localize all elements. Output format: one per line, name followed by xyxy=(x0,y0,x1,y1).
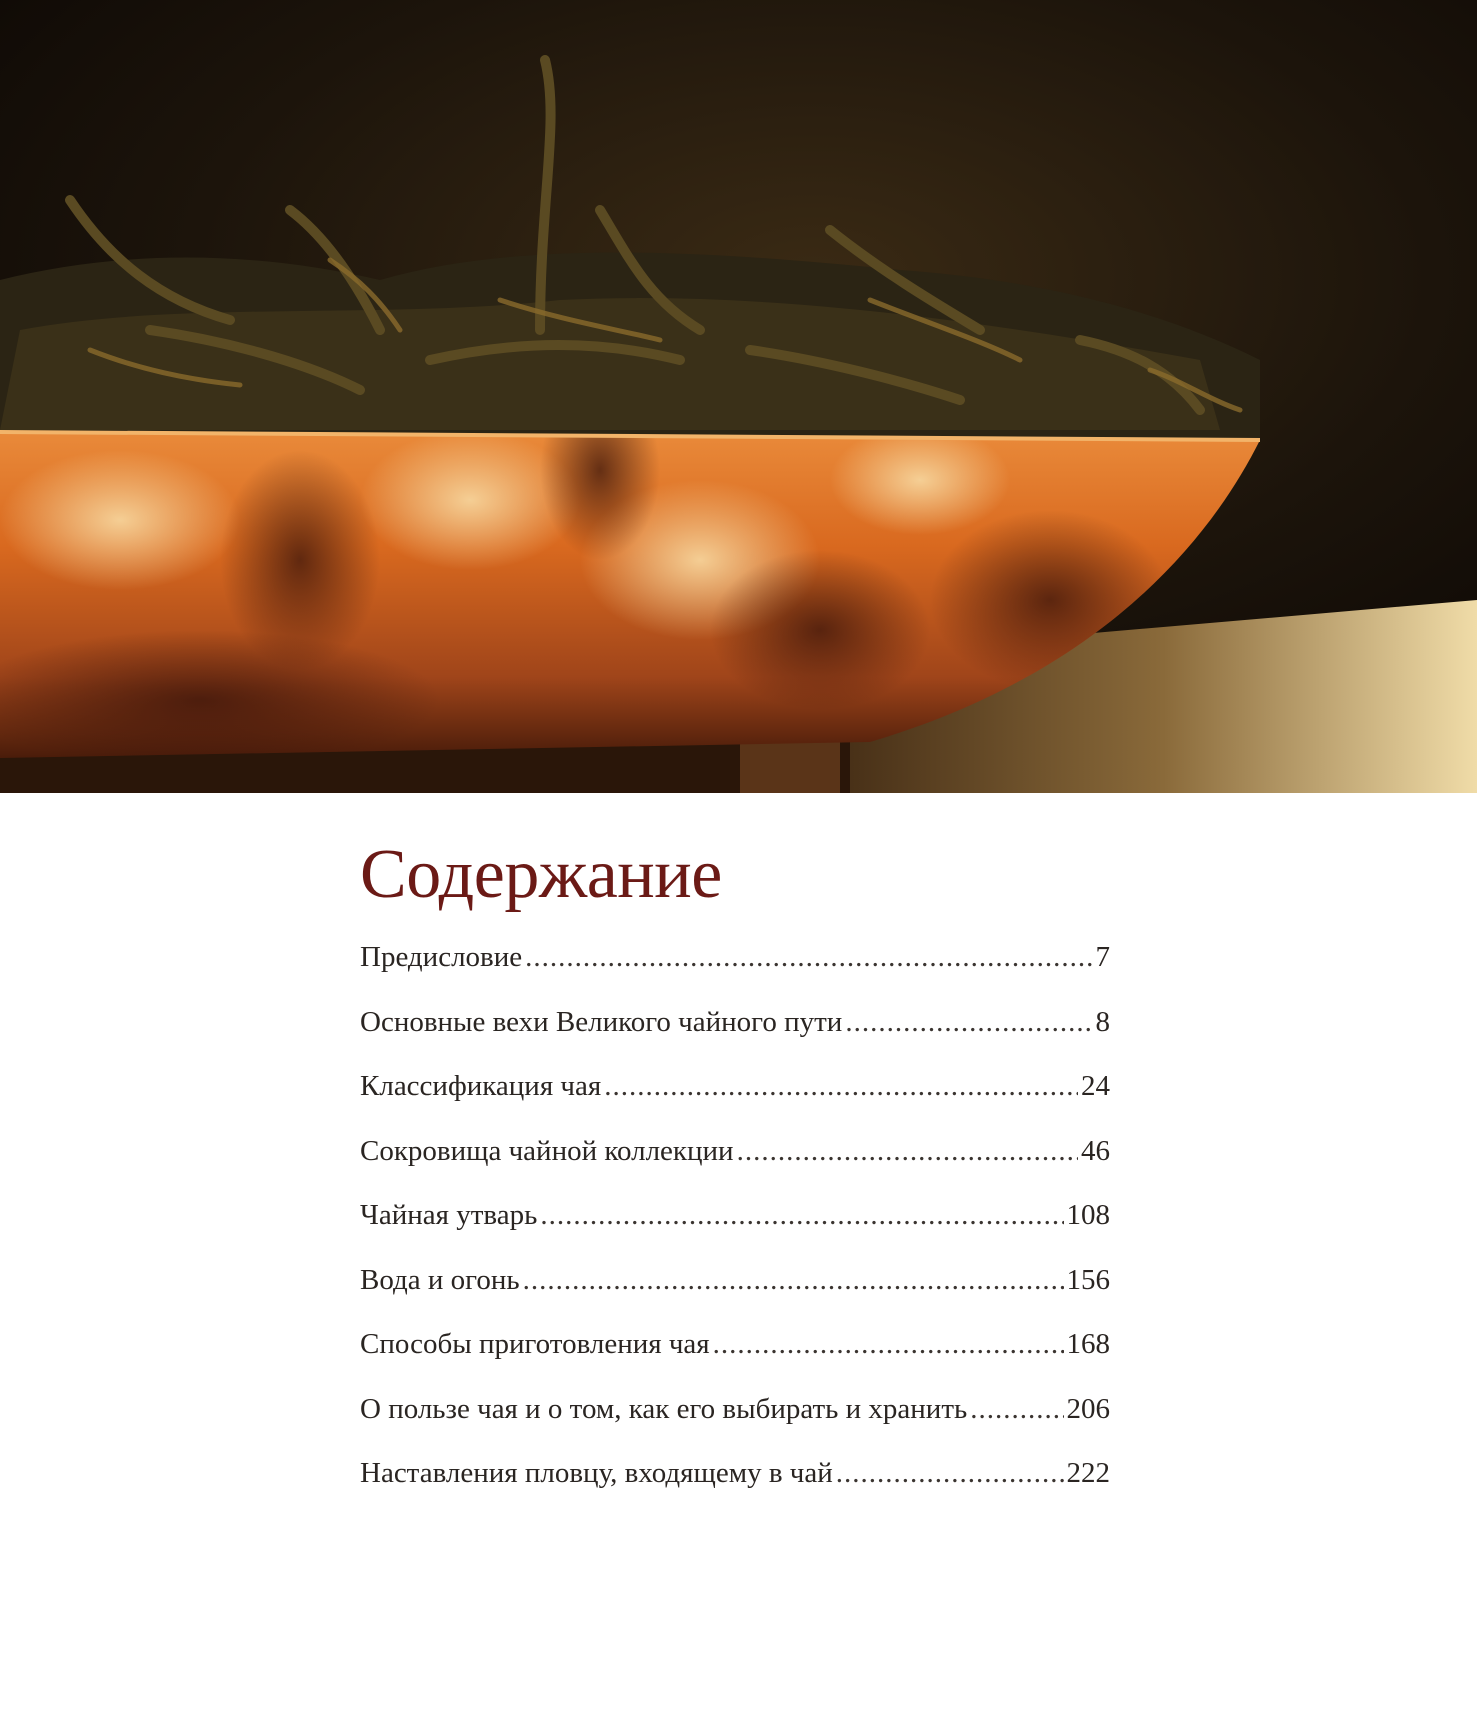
toc-entry-page: 7 xyxy=(1095,941,1110,973)
toc-entry-label: Предисловие xyxy=(360,941,523,973)
toc-list xyxy=(360,940,1110,1521)
toc-entry-page: 46 xyxy=(1081,1134,1110,1167)
hero-photo xyxy=(0,0,1477,793)
table-of-contents xyxy=(360,830,1110,1521)
toc-entry-label: Наставления пловцу, входящему в чай xyxy=(360,1457,833,1489)
toc-entry-label: О пользе чая и о том, как его выбирать и хранить xyxy=(360,1392,968,1425)
tea-bowl-illustration xyxy=(0,0,1477,793)
toc-entry-label: Способы приготовления чая xyxy=(360,1328,710,1360)
toc-entry-page: 222 xyxy=(1066,1457,1110,1489)
toc-entry-label: Классификация чая xyxy=(360,1070,602,1102)
toc-entry[interactable] xyxy=(360,1198,1110,1263)
dot-leader xyxy=(540,1198,1063,1232)
dot-leader xyxy=(836,1456,1064,1490)
dot-leader xyxy=(970,1392,1063,1426)
toc-entry-label: Вода и огонь xyxy=(360,1263,520,1296)
dot-leader xyxy=(737,1134,1078,1168)
toc-entry-page: 108 xyxy=(1066,1199,1110,1231)
toc-entry-page: 168 xyxy=(1066,1328,1110,1360)
toc-entry[interactable] xyxy=(360,1327,1110,1392)
toc-entry-label: Чайная утварь xyxy=(360,1199,538,1231)
toc-entry[interactable] xyxy=(360,1456,1110,1521)
toc-entry[interactable] xyxy=(360,1134,1110,1199)
toc-entry[interactable] xyxy=(360,1005,1110,1070)
toc-entry-label: Основные вехи Великого чайного пути xyxy=(360,1005,843,1038)
toc-entry-page: 206 xyxy=(1066,1392,1110,1425)
dot-leader xyxy=(713,1327,1064,1361)
toc-entry[interactable] xyxy=(360,940,1110,1005)
toc-entry[interactable] xyxy=(360,1392,1110,1457)
toc-title: Содержание xyxy=(360,836,722,913)
toc-entry-label: Сокровища чайной коллекции xyxy=(360,1134,734,1167)
dot-leader xyxy=(523,1263,1064,1297)
toc-entry-page: 24 xyxy=(1081,1070,1110,1102)
toc-entry-page: 8 xyxy=(1095,1005,1110,1038)
dot-leader xyxy=(525,940,1092,974)
dot-leader xyxy=(845,1005,1092,1039)
toc-entry[interactable] xyxy=(360,1263,1110,1328)
toc-entry-page: 156 xyxy=(1066,1263,1110,1296)
dot-leader xyxy=(604,1069,1078,1103)
toc-entry[interactable] xyxy=(360,1069,1110,1134)
